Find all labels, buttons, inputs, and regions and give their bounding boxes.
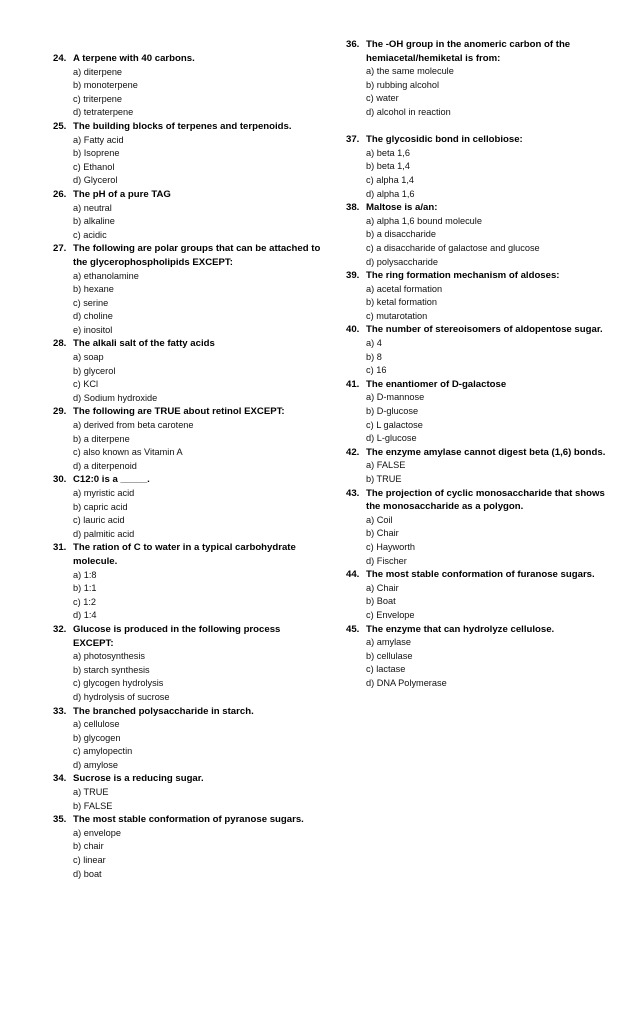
answer-option: d) Sodium hydroxide (73, 392, 158, 403)
answer-options (53, 487, 323, 541)
answer-options (53, 786, 323, 813)
answer-option: b) a disaccharide (366, 229, 436, 240)
answer-option: c) Envelope (366, 609, 415, 620)
question-number: 30. (53, 474, 67, 486)
answer-options (53, 202, 323, 243)
question-number: 34. (53, 773, 67, 785)
question-text: Sucrose is a reducing sugar. (73, 773, 204, 785)
question-item (53, 120, 323, 188)
answer-option: c) acidic (73, 229, 107, 240)
answer-options (346, 147, 608, 201)
answer-option: c) serine (73, 297, 109, 308)
answer-option: b) a diterpene (73, 433, 130, 444)
answer-option: c) Ethanol (73, 161, 115, 172)
question-item (346, 487, 608, 569)
answer-option: c) mutarotation (366, 310, 428, 321)
question-text: The most stable conformation of pyranose sugars. (73, 814, 304, 826)
left-question-column (53, 52, 323, 881)
answer-option: b) beta 1,4 (366, 161, 410, 172)
answer-option: c) KCl (73, 379, 99, 390)
question-header (346, 378, 608, 392)
question-text: The building blocks of terpenes and terpenoids. (73, 120, 292, 132)
answer-option: b) hexane (73, 284, 114, 295)
question-text: The most stable conformation of furanose sugars. (366, 569, 595, 581)
answer-option: b) D-glucose (366, 406, 419, 417)
question-header (53, 623, 323, 650)
question-item (346, 38, 608, 133)
question-item (53, 772, 323, 813)
answer-option: a) Coil (366, 514, 393, 525)
answer-options (53, 134, 323, 188)
answer-options (346, 459, 608, 486)
question-header (346, 38, 608, 65)
question-header (53, 120, 323, 134)
question-item (53, 623, 323, 705)
question-number: 35. (53, 814, 67, 826)
answer-option: a) Fatty acid (73, 134, 124, 145)
question-item (346, 323, 608, 377)
question-number: 41. (346, 378, 360, 390)
answer-option: b) ketal formation (366, 297, 437, 308)
answer-option: b) 1:1 (73, 583, 97, 594)
answer-option: d) DNA Polymerase (366, 677, 447, 688)
question-header (346, 623, 608, 637)
question-header (346, 446, 608, 460)
answer-option: b) alkaline (73, 216, 115, 227)
question-header (346, 568, 608, 582)
question-number: 38. (346, 202, 360, 214)
question-text: Glucose is produced in the following process EXCEPT: (73, 623, 281, 649)
question-number: 28. (53, 338, 67, 350)
answer-option: a) the same molecule (366, 66, 454, 77)
question-header (346, 201, 608, 215)
question-item (53, 705, 323, 773)
question-item (346, 269, 608, 323)
answer-option: d) L-glucose (366, 433, 417, 444)
answer-options (53, 66, 323, 120)
answer-option: a) diterpene (73, 66, 123, 77)
question-item (53, 242, 323, 337)
answer-option: d) a diterpenoid (73, 460, 137, 471)
answer-options (346, 215, 608, 269)
question-number: 45. (346, 623, 360, 635)
answer-option: d) Glycerol (73, 175, 118, 186)
question-header (53, 242, 323, 269)
answer-option: c) lactase (366, 664, 406, 675)
answer-options (53, 718, 323, 772)
answer-options (53, 827, 323, 881)
question-header (53, 813, 323, 827)
answer-options (53, 351, 323, 405)
question-text: The pH of a pure TAG (73, 188, 171, 200)
answer-option: a) photosynthesis (73, 651, 146, 662)
answer-option: b) Boat (366, 596, 396, 607)
question-header (53, 772, 323, 786)
question-header (53, 705, 323, 719)
answer-option: a) Chair (366, 582, 399, 593)
answer-option: c) a disaccharide of galactose and glucose (366, 242, 540, 253)
answer-option: c) triterpene (73, 93, 123, 104)
answer-option: c) 1:2 (73, 596, 96, 607)
answer-option: d) choline (73, 311, 113, 322)
question-text: The enzyme that can hydrolyze cellulose. (366, 623, 555, 635)
answer-option: d) polysaccharide (366, 256, 439, 267)
question-item (53, 188, 323, 242)
answer-options (346, 636, 608, 690)
answer-option: b) glycerol (73, 365, 116, 376)
question-number: 36. (346, 39, 360, 50)
answer-option: b) cellulase (366, 650, 413, 661)
answer-option: a) beta 1,6 (366, 147, 410, 158)
question-number: 44. (346, 569, 360, 581)
question-header (53, 52, 323, 66)
answer-options (346, 65, 608, 119)
answer-option: a) acetal formation (366, 283, 443, 294)
answer-option: a) neutral (73, 202, 112, 213)
answer-option: e) inositol (73, 324, 113, 335)
question-number: 42. (346, 446, 360, 458)
answer-option: b) monoterpene (73, 80, 138, 91)
question-header (346, 133, 608, 147)
question-header (53, 337, 323, 351)
question-item (53, 541, 323, 623)
question-item (346, 446, 608, 487)
question-number: 39. (346, 270, 360, 282)
question-number: 32. (53, 623, 67, 635)
answer-option: b) chair (73, 841, 104, 852)
answer-option: c) glycogen hydrolysis (73, 678, 164, 689)
question-text: Maltose is a/an: (366, 202, 438, 214)
answer-option: c) lauric acid (73, 515, 125, 526)
question-header (53, 541, 323, 568)
question-number: 33. (53, 705, 67, 717)
answer-option: d) boat (73, 868, 102, 879)
answer-option: b) Chair (366, 528, 399, 539)
answer-option: d) tetraterpene (73, 107, 134, 118)
answer-option: a) FALSE (366, 460, 406, 471)
answer-options (53, 270, 323, 338)
question-text: The projection of cyclic monosaccharide that shows the monosaccharide as a polygon. (366, 487, 605, 513)
answer-options (346, 514, 608, 568)
question-number: 26. (53, 188, 67, 200)
question-number: 27. (53, 243, 67, 255)
question-item (346, 133, 608, 201)
question-item (346, 568, 608, 622)
answer-option: d) amylose (73, 759, 118, 770)
answer-option: d) 1:4 (73, 610, 97, 621)
question-header (53, 405, 323, 419)
question-header (346, 269, 608, 283)
answer-options (346, 391, 608, 445)
question-number: 43. (346, 487, 360, 499)
answer-option: b) capric acid (73, 501, 128, 512)
question-header (346, 323, 608, 337)
answer-options (53, 650, 323, 704)
answer-option: a) cellulose (73, 719, 120, 730)
question-item (53, 337, 323, 405)
answer-options (346, 337, 608, 378)
question-text: The ring formation mechanism of aldoses: (366, 270, 560, 282)
answer-options (346, 283, 608, 324)
question-header (53, 473, 323, 487)
answer-option: a) D-mannose (366, 392, 425, 403)
question-text: The enzyme amylase cannot digest beta (1,6) bonds. (366, 446, 606, 458)
answer-option: c) linear (73, 855, 106, 866)
answer-option: a) alpha 1,6 bound molecule (366, 215, 482, 226)
question-item (53, 405, 323, 473)
question-text: The -OH group in the anomeric carbon of the hemiacetal/hemiketal is from: (366, 39, 571, 64)
question-number: 31. (53, 542, 67, 554)
answer-option: c) alpha 1,4 (366, 174, 415, 185)
answer-option: b) TRUE (366, 474, 402, 484)
answer-option: a) 4 (366, 338, 382, 349)
answer-options (346, 582, 608, 623)
question-number: 29. (53, 406, 67, 418)
question-number: 37. (346, 134, 360, 146)
answer-option: b) rubbing alcohol (366, 79, 440, 90)
answer-option: c) 16 (366, 365, 387, 376)
answer-option: a) myristic acid (73, 488, 135, 498)
answer-option: a) soap (73, 352, 104, 363)
question-text: The following are TRUE about retinol EXCEPT: (73, 406, 285, 418)
question-number: 25. (53, 120, 67, 132)
question-text: The number of stereoisomers of aldopentose sugar. (366, 324, 603, 336)
answer-option: c) L galactose (366, 419, 423, 430)
answer-option: c) amylopectin (73, 746, 133, 757)
answer-option: a) ethanolamine (73, 270, 139, 281)
answer-option: c) water (366, 93, 399, 104)
question-text: C12:0 is a _____. (73, 474, 150, 486)
answer-option: a) envelope (73, 827, 122, 838)
question-item (346, 623, 608, 691)
question-header (346, 487, 608, 514)
answer-options (53, 569, 323, 623)
answer-option: c) Hayworth (366, 541, 416, 552)
answer-option: a) TRUE (73, 787, 109, 798)
answer-option: b) Isoprene (73, 148, 120, 159)
answer-options (53, 419, 323, 473)
question-item (53, 473, 323, 541)
question-item (346, 201, 608, 269)
question-item (346, 378, 608, 446)
question-text: The ration of C to water in a typical carbohydrate molecule. (73, 542, 296, 567)
question-text: The enantiomer of D-galactose (366, 378, 507, 390)
answer-option: b) FALSE (73, 800, 113, 811)
answer-option: d) alcohol in reaction (366, 106, 451, 117)
answer-option: c) also known as Vitamin A (73, 447, 183, 458)
right-question-column (346, 38, 608, 691)
answer-option: b) 8 (366, 351, 382, 362)
answer-option: a) amylase (366, 637, 411, 648)
answer-option: a) derived from beta carotene (73, 420, 194, 431)
answer-option: d) hydrolysis of sucrose (73, 691, 170, 702)
answer-option: d) Fischer (366, 555, 407, 566)
answer-option: a) 1:8 (73, 569, 97, 580)
question-item (53, 813, 323, 881)
answer-option: b) starch synthesis (73, 664, 150, 675)
answer-option: d) alpha 1,6 (366, 188, 415, 199)
question-number: 40. (346, 324, 360, 336)
question-number: 24. (53, 53, 67, 64)
question-text: A terpene with 40 carbons. (73, 53, 195, 64)
question-text: The alkali salt of the fatty acids (73, 338, 215, 350)
question-text: The following are polar groups that can be attached to the glycerophospholipids EXCEPT: (73, 243, 321, 268)
question-text: The branched polysaccharide in starch. (73, 705, 254, 717)
question-item (53, 52, 323, 120)
question-header (53, 188, 323, 202)
answer-option: d) palmitic acid (73, 528, 135, 539)
answer-option: b) glycogen (73, 732, 121, 743)
question-text: The glycosidic bond in cellobiose: (366, 134, 523, 146)
question-spacer (346, 120, 608, 134)
